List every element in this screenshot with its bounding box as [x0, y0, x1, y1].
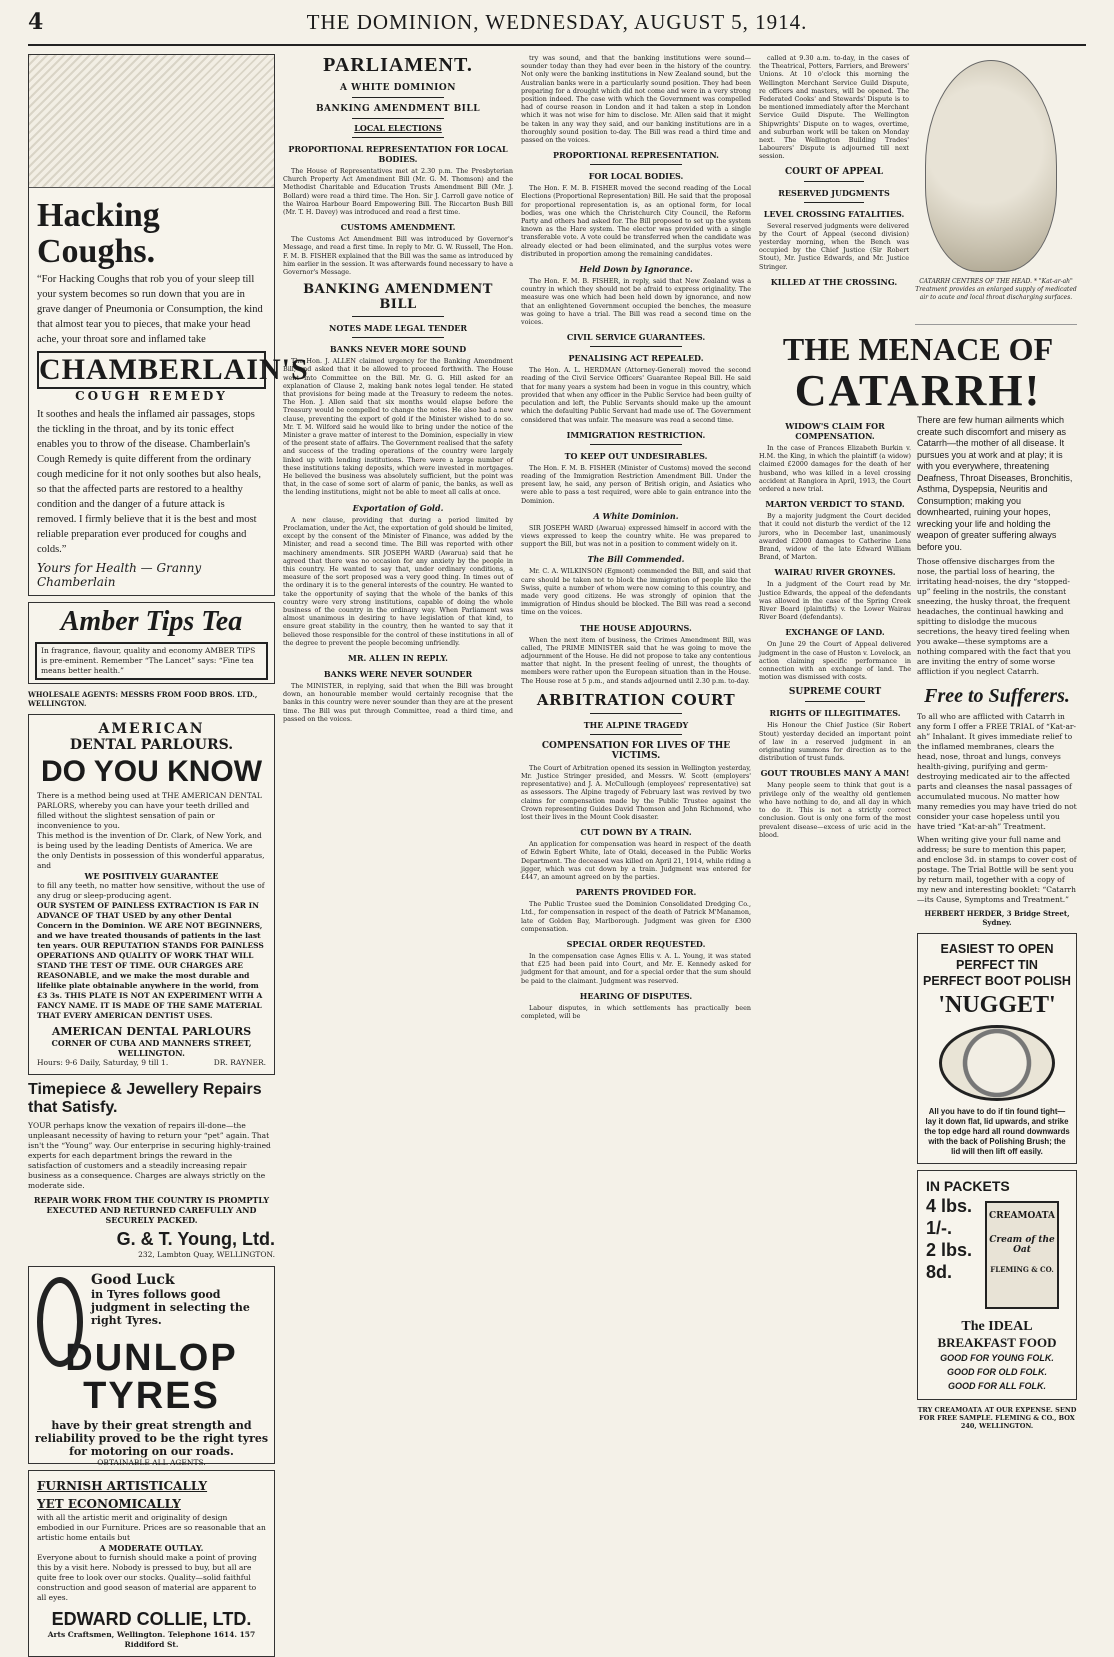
article-paragraph: SIR JOSEPH WARD (Awarua) expressed himself in accord with the views expressed to keep the country white. He was prepared to support the Bill, but was not in a position to comment widely on it.: [521, 523, 751, 549]
column-catarrh: [759, 54, 1077, 1611]
ad-caps: OUR SYSTEM OF PAINLESS EXTRACTION IS FAR IN ADVANCE OF THAT USED by any other Dental Concern in the Dominion. WE ARE NOT BEGINNERS, and we have treated thousands of patients in the last ten years. OUR REPUTATION STANDS FOR PAINLESS OPERATIONS AND QUALITY OF WORK THAT WILL STAND THE TEST OF TIME. OUR CHARGES ARE REASONABLE, and we make the most durable and lifelike plate obtainable anywhere in the world, from £3 3s. THIS PLATE IS NOT AN EXPERIMENT WITH A FANCY NAME. IT IS MADE OF THE SAME MATERIAL THAT EVERY AMERICAN DENTIST USES.: [37, 901, 264, 1020]
subhead: A White Dominion.: [593, 510, 679, 521]
article-paragraph: When the next item of business, the Crimes Amendment Bill, was called, The PRIME MINISTER said that he was going to move the adjournment of the House. He did not propose to take any contentious matter that night. In the present feeling of unrest, the thoughts of members were rather upon the European situation than in the House. The House rose at 5 p.m., and stands adjourned until 2.30 p.m. to-day.: [521, 635, 751, 685]
chamberlains-logo: CHAMBERLAIN'S: [37, 351, 266, 389]
masthead-title: THE DOMINION, WEDNESDAY, AUGUST 5, 1914.: [306, 9, 808, 34]
column-ads: [28, 54, 309, 1649]
firm-tag: Arts Craftsmen, Wellington. Telephone 1614. 157 Riddiford St.: [47, 1630, 256, 1649]
headline: BANKING AMENDMENT BILL: [303, 282, 493, 313]
article-paragraph: By a majority judgment the Court decided that it could not disturb the verdict of the 12 jurors, who in December last, unanimously awarded £2000 damages to Catherine Lena Brand, widow of the late Edward William Brand, of Marton.: [759, 512, 911, 562]
polish-tin-icon: [939, 1025, 1055, 1101]
subhead: PENALISING ACT REPEALED.: [568, 353, 704, 364]
article-paragraph: The MINISTER, in replying, said that when the Bill was brought down, an honourable member would certainly recognise that the banks in this country were never sounder than they are at the present time. The Bill was put through Committee, read a third time, and passed on the voices.: [283, 681, 513, 723]
good-line: GOOD FOR YOUNG FOLK.: [940, 1353, 1054, 1363]
ideal-line: The IDEAL: [961, 1319, 1033, 1334]
brand-subtitle: COUGH REMEDY: [75, 389, 228, 403]
subhead: MARTON VERDICT TO STAND.: [765, 499, 905, 510]
polish-line: PERFECT TIN: [956, 958, 1038, 972]
article-paragraph: Many people seem to think that gout is a privilege only of the wealthy old gentlemen who have nothing to do, and all day in which to do it. This is not a strictly correct conclusion. Gout is only one form of the most prevalent disease—excess of uric acid in the blood.: [759, 781, 911, 839]
amber-tips-ad: [28, 602, 275, 684]
price-weight: 2 lbs.: [926, 1240, 973, 1260]
wholesale-agents: WHOLESALE AGENTS: MESSRS FROM FOOD BROS. LTD., WELLINGTON.: [28, 690, 258, 708]
headline: CIVIL SERVICE GUARANTEES.: [566, 332, 706, 343]
box-brand: CREAMOATA: [989, 1211, 1055, 1221]
ad-quote: “For Hacking Coughs that rob you of your sleep till your system becomes so run down that you are in grave danger of Pneumonia or Consumption, the kind that almost tear you to pieces, that make your head ache, your throat sore and inflamed take: [37, 274, 263, 345]
ad-body: with all the artistic merit and originality of design embodied in our Furniture. Prices are so reasonable that an artistic home entails but: [37, 1513, 266, 1542]
subhead: Exportation of Gold.: [352, 502, 444, 513]
firm-name: G. & T. Young, Ltd.: [116, 1229, 275, 1249]
masthead: [28, 0, 1086, 46]
good-line: GOOD FOR ALL FOLK.: [948, 1381, 1046, 1391]
article-paragraph: The Hon. J. ALLEN claimed urgency for the Banking Amendment Bill, and asked that it be allowed to proceed forthwith. The House went into Committee on the Bill. Mr. G. G. Hill asked for an explanation of Clause 2, making bank notes legal tender. He stated that provisions for being made at the Treasury to redeem the notes. The Hon. J. Allen said that six months would elapse before the Treasury would be compelled to change the notes. He also had a new clause, preventing the export of gold if the Minister wished to do so. Mr. T. M. Wilford said he would like to bring under the notice of the Minister a grave matter of interest to the Dominion, especially in view of the present state of affairs. The Government realised that the safety and success of the trading operations of the country were largely linked up with lending institutions. There were a large number of these institutions taking deposits, which were invested in mortgages. He believed the business was absolutely sufficient, but the point was that, in the case of some sort of alarm of panic, the banks, as well as the lending institutions, might not be able to meet all calls at once.: [283, 357, 513, 497]
firm-name: EDWARD COLLIE, LTD.: [51, 1609, 252, 1629]
dental-ad: [28, 714, 275, 1075]
ad-body: In fragrance, flavour, quality and economy AMBER TIPS is pre-eminent. Remember “The Lancet” says: “Fine tea means better health.”: [35, 642, 268, 680]
dental-doctor: DR. RAYNER.: [213, 1058, 266, 1067]
ad-title: Hacking Coughs.: [37, 197, 160, 270]
dunlop-ad: [28, 1266, 275, 1467]
box-maker: FLEMING & CO.: [990, 1265, 1054, 1274]
headline: NOTES MADE LEGAL TENDER: [329, 323, 467, 334]
article-paragraph: Several reserved judgments were delivered by the Court of Appeal (second division) yesterday morning, when the Bench was occupied by the Chief Justice (Sir Robert Stout), Mr. Justice Edwards, and Mr. Justice Stringer.: [759, 221, 909, 271]
head-profile-icon: [925, 60, 1057, 272]
subhead: BANKS WERE NEVER SOUNDER: [323, 668, 473, 679]
headline: THE ALPINE TRAGEDY: [583, 719, 689, 730]
subhead: LEVEL CROSSING FATALITIES.: [763, 208, 905, 219]
headline: ARBITRATION COURT: [536, 690, 736, 709]
nugget-polish-ad: [917, 933, 1077, 1164]
subhead: TO KEEP OUT UNDESIRABLES.: [564, 450, 708, 461]
article-paragraph: The House of Representatives met at 2.30 p.m. The Presbyterian Church Property Act Amendment Bill (Mr. G. M. Thomson) and the Methodist Charitable and Education Trusts Amendment Bill (Mr. J. Bollard) were read a third time. The Hon. Sir J. Carroll gave notice of the Wairoa Harbour Board Empowering Bill. The Riccarton Bush Bill (Mr. T. H. Davey) was introduced and read a first time.: [283, 167, 513, 217]
creamoata-box-icon: [985, 1201, 1059, 1309]
subhead: CUT DOWN BY A TRAIN.: [580, 827, 692, 838]
polish-instructions: All you have to do if tin found tight—lay it down flat, lid upwards, and strike the top edge hard all round downwards with the back of Polishing Brush; the lid will then lift off easily.: [924, 1107, 1070, 1156]
subhead: RIGHTS OF ILLEGITIMATES.: [769, 708, 901, 719]
subhead: The Bill Commended.: [587, 554, 685, 565]
article-paragraph: An application for compensation was heard in respect of the death of Edwin Egbert White, late of Otaki, deceased in the Public Works Department. The deceased was killed on April 21, 1914, while riding a jigger, which was cut down by a train. Judgment was entered for £447, an amount agreed on by the parties.: [521, 840, 751, 881]
catarrh-body: There are few human ailments which create such discomfort and misery as Catarrh—the mother of all disease. It pursues you at work and at play; it is with you everywhere, threatening Deafness, Throat Diseases, Bronchitis, Asthma, Dyspepsia, Neuritis and Consumption; making you downhearted, ruining your hopes, wrecking your life and holding the weapon of greater suffering always before you.: [917, 415, 1073, 552]
headline: A WHITE DOMINION: [340, 83, 456, 93]
article-paragraph: The Customs Act Amendment Bill was introduced by Governor's Message, and read a first time. In reply to Mr. G. W. Russell, The Hon. F. M. B. FISHER explained that the Bill was the same as introduced by him earlier in the session. It was afterwards found necessary to have a Governor's Message.: [283, 235, 513, 277]
section-title: PARLIAMENT.: [323, 54, 473, 76]
price-weight: 4 lbs.: [926, 1196, 973, 1216]
dental-brand: AMERICAN: [98, 721, 205, 737]
article-paragraph: His Honour the Chief Justice (Sir Robert Stout) yesterday decided an important point of law in a reserved judgment in an originating summons for direction as to the distribution of trust funds.: [759, 721, 911, 763]
free-offer: To all who are afflicted with Catarrh in any form I offer a FREE TRIAL of “Kat-ar-ah” Inhalant. It gives immediate relief to the inflamed membranes, clears the head, nose, throat and lungs, conveys health-giving, purifying and germ-destroying medicated air to the affected parts and cleanses the nasal passages of accumulated mucous. No matter how many remedies you may have tried do not consider your case hopeless until you have tried “Kat-ar-ah” Treatment.: [917, 712, 1077, 831]
dental-subtitle: DENTAL PARLOURS.: [69, 737, 234, 753]
ad-headline: DO YOU KNOW: [40, 755, 263, 788]
firm-address: 232, Lambton Quay, WELLINGTON.: [138, 1250, 275, 1259]
ideal-line: BREAKFAST FOOD: [937, 1335, 1057, 1350]
article-paragraph: The Court of Arbitration opened its session in Wellington yesterday, Mr. Justice Stringer presided, and Messrs. W. Scott (employers' representative) and J. A. McCullough (employees' representative) sat as assessors. The Alpine tragedy of February last was revived by two claims for compensation made by the Public Trustee against the Crown representing Guides David Thomson and John Richmond, who lost their lives in the Mount Cook disaster.: [521, 763, 751, 821]
sickbed-illustration: [29, 55, 274, 188]
ad-title: Amber Tips Tea: [60, 606, 243, 637]
subhead: THE HOUSE ADJOURNS.: [580, 622, 692, 633]
price: 1/-.: [926, 1218, 953, 1238]
timepiece-ad: [28, 1081, 275, 1260]
subhead: KILLED AT THE CROSSING.: [770, 276, 898, 287]
column-news: [521, 54, 751, 1611]
dental-hours: Hours: 9-6 Daily, Saturday, 9 till 1.: [37, 1058, 169, 1067]
signature: Yours for Health — Granny Chamberlain: [37, 561, 202, 589]
subhead: Held Down by Ignorance.: [579, 264, 693, 275]
subhead: SPECIAL ORDER REQUESTED.: [566, 939, 706, 950]
article-paragraph: try was sound, and that the banking institutions were sound—sounder today than they had ever been in the history of the country. Not only were the banking institutions in New Zealand sound, but the Australian banks were in a particularly sound position. They had been preparing for a drought which did not come and were in a very strong position indeed. The case with which the Government was compelled had of course reason in London and it had taken a step in London which it was not wise for him to disclose. Mr. Allen said that it might be taken in any way they said, and our banking institutions are in a thoroughly sound position to-day. The Bill was read a third time and passed on the voices.: [521, 54, 751, 145]
ad-heading: YET ECONOMICALLY: [37, 1497, 181, 1511]
ad-country: REPAIR WORK FROM THE COUNTRY IS PROMPTLY EXECUTED AND RETURNED CAREFULLY AND SECURELY PACKED.: [33, 1195, 270, 1225]
article-paragraph: The Hon. A. L. HERDMAN (Attorney-General) moved the second reading of the Civil Service Officers' Guarantee Repeal Bill. He said that for many years a system had been in vogue in this country, which provided that when any officer in the Public Service had been guilty of peculation and left, the Public Servants should make up the amount which the defaulting Public Servant had made use of. The Government considered that was unfair. The measure was read a second time.: [521, 366, 751, 424]
ad-body: It soothes and heals the inflamed air passages, stops the tickling in the throat, and by its tonic effect enables you to throw of the disease. Chamberlain's Cough Remedy is quite different from the ordinary cough medicine for it not only soothes but also heals, so that the affected parts are restored to a healthy condition and the danger of a future attack is removed. I firmly believe that it is the best and most reliable preparation ever produced for coughs and colds.”: [37, 409, 261, 555]
article-paragraph: On June 29 the Court of Appeal delivered judgment in the case of Huston v. Lovelock, an action claiming specific performance in connection with an exchange of land. The motion was dismissed with costs.: [759, 640, 911, 682]
hacking-coughs-ad: [28, 54, 309, 596]
free-headline: Free to Sufferers.: [924, 685, 1070, 707]
nugget-logo: 'NUGGET': [938, 992, 1056, 1018]
herder-address: HERBERT HERDER, 3 Bridge Street, Sydney.: [924, 909, 1070, 927]
subhead: WIDOW'S CLAIM FOR COMPENSATION.: [785, 421, 885, 441]
ad-lead: Good Luck: [91, 1272, 175, 1288]
article-paragraph: called at 9.30 a.m. to-day, in the cases of the Theatrical, Potters, Farriers, and Brewers' Unions. At 10 o'clock this morning the Wellington Merchant Service Guild Dispute, re officers and masters, will be opened. The Federated Cooks' and Stewards' Dispute is to be mentioned immediately after the Merchant Service Guild Dispute. The Wellington Shipwrights' Dispute on to wages, overtime, and suburban work will be taken on Monday next. The Wellington Building Trades' Labourers' Dispute is adjourned till next session.: [759, 54, 909, 161]
polish-line: PERFECT BOOT POLISH: [923, 974, 1071, 988]
illustration-caption: CATARRH CENTRES OF THE HEAD. * "Kat-ar-ah" Treatment provides an enlarged supply of medicated air to acute and local throat discharging surfaces.: [915, 278, 1077, 301]
ad-outlay: A MODERATE OUTLAY.: [99, 1543, 204, 1553]
headline: BANKING AMENDMENT BILL: [315, 104, 481, 114]
ad-body: YOUR perhaps know the vexation of repairs ill-done—the unpleasant necessity of having to return your “pet” again. That isn't the “Young” way. Our enterprise in securing highly-trained experts for each department brings the reward in the satisfaction of customers and a steadily increasing repair business as a consequence. Charges are always strictly on the moderate side.: [28, 1121, 271, 1190]
box-tagline: Cream of the Oat: [989, 1235, 1055, 1255]
ad-heading: FURNISH ARTISTICALLY: [37, 1479, 208, 1493]
ad-title: Timepiece & Jewellery Repairs that Satisfy.: [28, 1081, 262, 1116]
subhead: PARENTS PROVIDED FOR.: [575, 887, 697, 898]
headline: LOCAL ELECTIONS: [354, 123, 442, 133]
article-paragraph: The Hon. F. M. B. FISHER moved the second reading of the Local Elections (Proportional Representation) Bill. He said that the proposal for proportional representation is, as an optional form, for local bodies, was one which the Christchurch City Council, the Reform Party and others had asked for. The Bill proposed to set up the system known as the Hare system. The elector was provided with a single transferable vote. A vote could be transferred when the candidate was already elected or had been eliminated, and the surplus votes were distributed in proportion among the remaining candidates.: [521, 184, 751, 258]
headline: SUPREME COURT: [788, 687, 882, 698]
article-paragraph: A new clause, providing that during a period limited by Proclamation, under the Act, the exportation of gold should be limited, except by the consent of the Minister of Finance, was added by the Minister, and read a second time. The Bill was reported with other machinery amendments. SIR JOSEPH WARD (Awarua) said that he agreed that there was no occasion for any anxiety by the people in this country. He wanted to say that, under ordinary conditions, a measure of the sort proposed was a very good thing. In times out of the ordinary it is to the general interests of the country. He wanted to take the opportunity of saying that the whole of the banks of this country were very strong institutions, capable of doing the whole business of the country in the ordinary way. When Parliament was almost unanimous in desiring to have legislation of that kind, to ensure great stability in the country, then he wanted to say that it believed those responsible for the control of these institutions in all of the degree to prevent the people becoming unfriendly.: [283, 515, 513, 647]
catarrh-body-2: Those offensive discharges from the nose, the partial loss of hearing, the irritating head-noises, the dry “stopped-up” feeling in the nostrils, the constant sneezing, the husky throat, the frequent headaches, the continual hawking and spitting to dislodge the mucous secretions, the heavy tired feeling when you awake—these symptoms are a nothing compared with the fact that you are inviting the entry of some worse affliction if you neglect Catarrh.: [917, 557, 1071, 676]
subhead: CUSTOMS AMENDMENT.: [340, 222, 456, 233]
article-paragraph: The Hon. F. M. B. FISHER, in reply, said that New Zealand was a country in which they should not be afraid to express originality. The measure was one which had been held down by ignorance, and now that an enlightened Government occupied the benches, the measure was going to have a trial. The Bill was read a second time on the voices.: [521, 277, 751, 327]
ad-paragraph: There is a method being used at THE AMERICAN DENTAL PARLORS, whereby you can have your teeth drilled and filled without the slightest sensation of pain or inconvenience to you.: [37, 791, 262, 830]
article-paragraph: Labour disputes, in which settlements has practically been completed, will be: [521, 1003, 751, 1021]
subhead: EXCHANGE OF LAND.: [785, 627, 885, 638]
catarrh-headline-big: CATARRH!: [794, 366, 1042, 415]
collie-ad: [28, 1470, 275, 1657]
ad-copy: have by their great strength and reliability proved to be the right tyres for motoring on our roads.: [34, 1419, 269, 1458]
subhead: FOR LOCAL BODIES.: [588, 171, 684, 182]
article-paragraph: The Public Trustee sued the Dominion Consolidated Dredging Co., Ltd., for compensation in respect of the death of Patrick M'Manamon, late of Golden Bay, Marlborough. Judgment was given for £300 compensation.: [521, 900, 751, 933]
packets: IN PACKETS: [926, 1178, 1010, 1194]
article-paragraph: Mr. C. A. WILKINSON (Egmont) commended the Bill, and said that care should be taken not to block the immigration of people like the Swiss, quite a number of whom were now coming to this country, and made very good citizens. He was strongly of opinion that the immigration of Hindus should be blocked. The Bill was read a second time on the voices.: [521, 567, 751, 617]
guarantee: WE POSITIVELY GUARANTEE: [84, 871, 219, 881]
column-parliament: [283, 54, 513, 1611]
article-paragraph: The Hon. F. M. B. FISHER (Minister of Customs) moved the second reading of the Immigration Restriction Amendment Bill. Under the present law, he said, any person of British origin, and Asiatics who were able to pass a test required, were able to gain entrance into the Dominion.: [521, 463, 751, 505]
ad-obtainable: OBTAINABLE ALL AGENTS.: [97, 1458, 206, 1467]
dental-footer-name: AMERICAN DENTAL PARLOURS: [51, 1025, 252, 1038]
free-instructions: When writing give your full name and address; be sure to mention this paper, and enclose 3d. in stamps to cover cost of postage. The Trial Bottle will be sent you by return mail, together with a copy of my new and interesting booklet: “Catarrh—its Cause, Symptoms and Treatment.”: [917, 835, 1077, 904]
ad-paragraph: This method is the invention of Dr. Clark, of New York, and is being used by the leading Dentists of America. We are the only Dentists in possession of this wonderful apparatus, and: [37, 831, 265, 870]
subhead: MR. ALLEN IN REPLY.: [348, 652, 448, 663]
polish-line: EASIEST TO OPEN: [940, 942, 1054, 956]
headline: IMMIGRATION RESTRICTION.: [566, 429, 706, 440]
price: 8d.: [926, 1262, 953, 1282]
ad-sub: in Tyres follows good judgment in selecting the right Tyres.: [91, 1288, 250, 1327]
dental-address: CORNER OF CUBA AND MANNERS STREET, WELLINGTON.: [51, 1038, 252, 1058]
article-paragraph: In the case of Frances Elizabeth Burkin v. H.M. the King, in which the plaintiff (a widow) claimed £2000 damages for the death of her husband, who was killed in a level crossing accident at Rangiora in April, 1913, the Court ordered a new trial.: [759, 444, 911, 494]
dunlop-logo: DUNLOP TYRES: [65, 1337, 238, 1417]
catarrh-headline: THE MENACE OF: [782, 331, 1054, 367]
headline: PROPORTIONAL REPRESENTATION.: [553, 150, 719, 161]
headline: PROPORTIONAL REPRESENTATION FOR LOCAL BODIES.: [288, 144, 508, 164]
catarrh-head-illustration: [915, 54, 1077, 325]
subhead: WAIRAU RIVER GROYNES.: [774, 567, 896, 578]
tyre-icon: [37, 1277, 83, 1367]
ad-body: Everyone about to furnish should make a point of proving this by a visit here. Nobody is pressed to buy, but all are quite free to look over our stocks. Quality—solid faithful construction and good season of material are apparent to all eyes.: [37, 1553, 257, 1602]
subhead: RESERVED JUDGMENTS: [778, 187, 890, 198]
article-paragraph: In a judgment of the Court read by Mr. Justice Edwards, the appeal of the defendants was allowed in the case of the Spring Creek River Board (plaintiffs) v. the Lower Wairau River Board (defendants).: [759, 580, 911, 622]
headline: BANKS NEVER MORE SOUND: [329, 344, 467, 355]
subhead: GOUT TROUBLES MANY A MAN!: [760, 768, 910, 779]
article-paragraph: In the compensation case Agnes Ellis v. A. L. Young, it was stated that £25 had been paid into Court, and Mr. E. Kennedy asked for judgment for that amount, and for a special order that the sum should be paid to the claimant. Judgment was reserved.: [521, 952, 751, 985]
creamoata-footer: TRY CREAMOATA AT OUR EXPENSE. SEND FOR FREE SAMPLE. FLEMING & CO., BOX 240, WELLINGTON.: [917, 1406, 1077, 1430]
subhead: HEARING OF DISPUTES.: [579, 990, 693, 1001]
headline: COURT OF APPEAL: [784, 166, 884, 177]
ad-paragraph: to fill any teeth, no matter how sensitive, without the use of any drug or sleep-producing agent.: [37, 881, 265, 900]
page-number: 4: [28, 9, 44, 35]
creamoata-ad: [917, 1170, 1077, 1400]
headline: COMPENSATION FOR LIVES OF THE VICTIMS.: [541, 740, 731, 761]
good-line: GOOD FOR OLD FOLK.: [947, 1367, 1047, 1377]
